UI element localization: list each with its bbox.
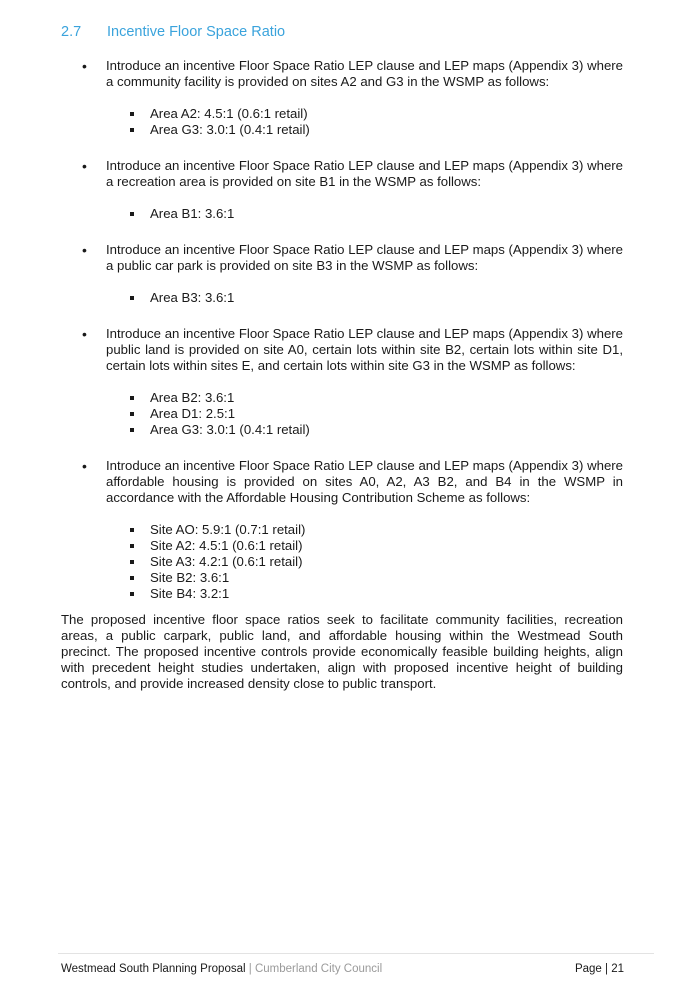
bullet-text: Introduce an incentive Floor Space Ratio LEP clause and LEP maps (Appendix 3) where a public car park is provided on site B3 in the WSMP as follows: <box>106 242 623 273</box>
section-heading <box>61 24 285 40</box>
ratio-text: Site AO: 5.9:1 (0.7:1 retail) <box>150 522 306 537</box>
footer-organisation: Cumberland City Council <box>254 963 383 975</box>
ratio-item <box>106 554 623 570</box>
ratio-item <box>106 390 623 406</box>
ratio-item <box>106 106 623 122</box>
bullet-text: Introduce an incentive Floor Space Ratio LEP clause and LEP maps (Appendix 3) where a community facility is provided on sites A2 and G3 in the WSMP as follows: <box>106 58 623 89</box>
ratio-text: Area B2: 3.6:1 <box>150 390 235 405</box>
list-item <box>61 326 623 438</box>
square-bullet-icon <box>130 592 134 596</box>
square-bullet-icon <box>130 396 134 400</box>
ratio-item <box>106 586 623 602</box>
ratio-text: Site A2: 4.5:1 (0.6:1 retail) <box>150 538 303 553</box>
square-bullet-icon <box>130 544 134 548</box>
bullet-dot-icon: • <box>82 58 87 74</box>
ratio-text: Area B1: 3.6:1 <box>150 206 235 221</box>
section-number: 2.7 <box>61 24 82 40</box>
summary-paragraph: The proposed incentive floor space ratios seek to facilitate community facilities, recreation areas, a public carpark, public land, and affordable housing within the Westmead South precinct. The proposed incentive controls provide economically feasible building heights, align with precedent height studies undertaken, align with proposed incentive height of building controls, and provide increased density close to public transport. <box>61 612 623 691</box>
square-bullet-icon <box>130 412 134 416</box>
ratio-text: Site A3: 4.2:1 (0.6:1 retail) <box>150 554 303 569</box>
list-item <box>61 458 623 602</box>
square-bullet-icon <box>130 212 134 216</box>
ratio-list <box>106 106 623 138</box>
bullet-dot-icon: • <box>82 326 87 342</box>
square-bullet-icon <box>130 112 134 116</box>
square-bullet-icon <box>130 576 134 580</box>
section-content <box>61 58 623 622</box>
ratio-text: Area G3: 3.0:1 (0.4:1 retail) <box>150 422 310 437</box>
bullet-text: Introduce an incentive Floor Space Ratio LEP clause and LEP maps (Appendix 3) where public land is provided on site A0, certain lots within site B2, certain lots within site D1, certain lots within sites E, and certain lots within site G3 in the WSMP as follows: <box>106 326 623 373</box>
section-title: Incentive Floor Space Ratio <box>107 24 286 40</box>
list-item <box>61 158 623 222</box>
ratio-list <box>106 290 623 306</box>
bullet-dot-icon: • <box>82 158 87 174</box>
bullet-dot-icon: • <box>82 242 87 258</box>
ratio-text: Area A2: 4.5:1 (0.6:1 retail) <box>150 106 308 121</box>
ratio-text: Site B4: 3.2:1 <box>150 586 230 601</box>
bullet-text: Introduce an incentive Floor Space Ratio LEP clause and LEP maps (Appendix 3) where affordable housing is provided on sites A0, A2, A3 B2, and B4 in the WSMP in accordance with the Affordable Housing Contribution Scheme as follows: <box>106 458 623 505</box>
ratio-item <box>106 570 623 586</box>
footer-document-info <box>61 962 382 976</box>
bullet-text: Introduce an incentive Floor Space Ratio LEP clause and LEP maps (Appendix 3) where a recreation area is provided on site B1 in the WSMP as follows: <box>106 158 623 189</box>
bullet-dot-icon: • <box>82 458 87 474</box>
ratio-item <box>106 290 623 306</box>
footer-document-title: Westmead South Planning Proposal <box>61 963 246 975</box>
square-bullet-icon <box>130 528 134 532</box>
list-item <box>61 58 623 138</box>
bullet-list <box>61 58 623 602</box>
ratio-list <box>106 206 623 222</box>
list-item <box>61 242 623 306</box>
ratio-item <box>106 538 623 554</box>
ratio-item <box>106 422 623 438</box>
ratio-item <box>106 206 623 222</box>
ratio-text: Area G3: 3.0:1 (0.4:1 retail) <box>150 122 310 137</box>
footer-separator: | <box>248 963 252 975</box>
ratio-item <box>106 522 623 538</box>
footer-page-number: Page | 21 <box>574 963 624 975</box>
ratio-list <box>106 390 623 438</box>
page-footer <box>61 962 624 976</box>
square-bullet-icon <box>130 428 134 432</box>
ratio-text: Area D1: 2.5:1 <box>150 406 236 421</box>
square-bullet-icon <box>130 560 134 564</box>
ratio-text: Site B2: 3.6:1 <box>150 570 230 585</box>
ratio-item <box>106 122 623 138</box>
footer-divider <box>58 953 654 954</box>
square-bullet-icon <box>130 296 134 300</box>
square-bullet-icon <box>130 128 134 132</box>
ratio-item <box>106 406 623 422</box>
ratio-text: Area B3: 3.6:1 <box>150 290 235 305</box>
ratio-list <box>106 522 623 602</box>
